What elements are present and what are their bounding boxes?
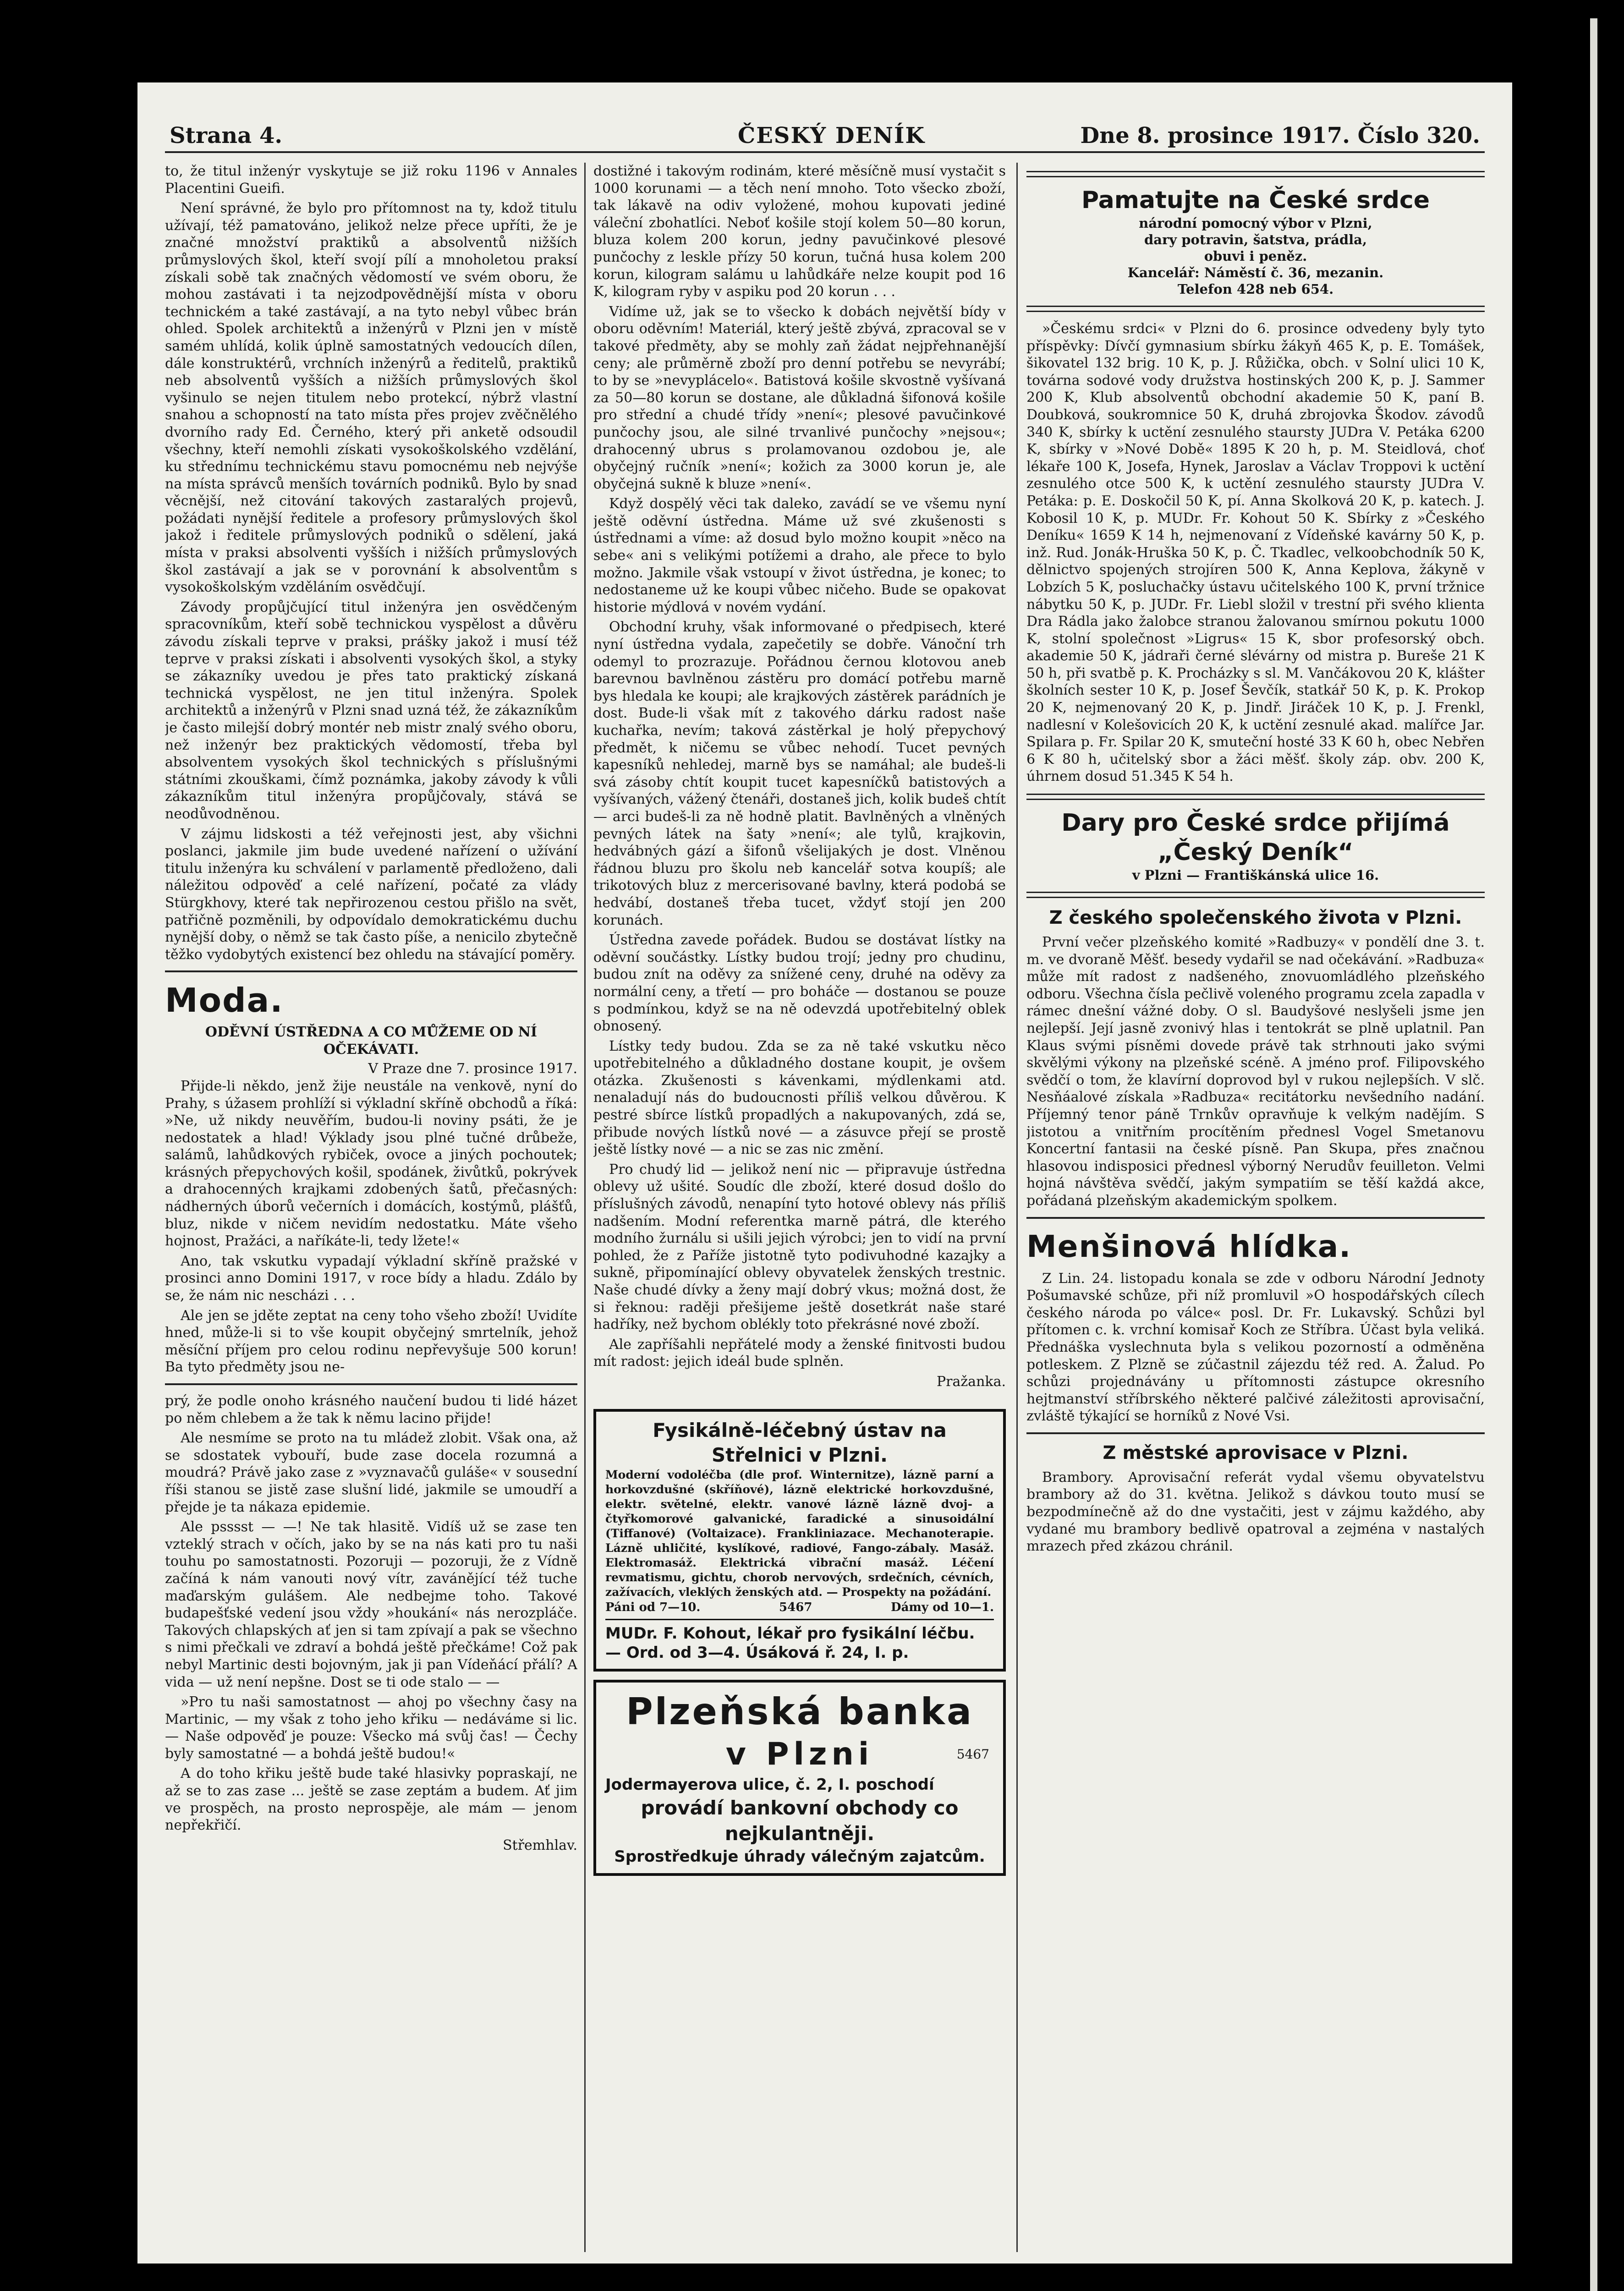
- column-rule-1: [584, 163, 586, 2252]
- paragraph: »Českému srdci« v Plzni do 6. prosince odvedeny byly tyto příspěvky: Dívčí gymnasium sbírku žákyň 465 K, p. E. Tomášek, šikovatel 132 brig. 10 K, p. J. Růžička, obch. v Solní ulici 10 K, továrna sodové vody družstva hostinských 200 K, p. J. Sammer 200 K, Klub absolventů obchodní akademie 50 K, paní B. Doubková, soukromnice 50 K, druhá zbrojovka Škodov. závodů 340 K, sbírky k uctění zesnulého staursty JUDra V. Petáka 6200 K, sbírky v »Nové Době« 1895 K 20 h, p. M. Steidlová, choť lékaře 100 K, Josefa, Hynek, Jaroslav a Václav Troppovi k uctění zesnulého otce 500 K, k uctění zesnulého staursty JUDra V. Petáka: p. E. Doskočil 50 K, pí. Anna Skolková 20 K, p. katech. J. Kobosil 10 K, p. MUDr. Fr. Kohout 50 K. Sbírky z »Českého Deníku« 1659 K 14 h, nejmenovaní z Vídeňské kavárny 50 K, p. inž. Rud. Jonák-Hruška 50 K, p. Č. Tkadlec, velkoobchodník 50 K, dělnictvo spojených strojíren 500 K, Anna Keplova, žákyně v Lobzích 5 K, posluchačky ústavu učitelského 100 K, první tržnice nábytku 50 K, p. JUDr. Fr. Liebl složil v trestní při svého klienta Dra Rádla jako žalobce stranou žalovanou smírnou pokutu 1000 K, stolní společnost »Ligrus« 15 K, sbor profesorský obch. akademie 50 K, jádraři černé slévárny od mistra p. Bureše 21 K 50 h, při svatbě p. K. Procházky s sl. M. Vančákovou 20 K, klášter školních sester 10 K, p. Josef Ševčík, statkář 50 K, p. K. Prokop 20 K, nejmenovaný 20 K, p. Jindř. Jiráček 10 K, p. J. Frenkl, nadlesní v Kolešovicích 20 K, k uctění zesnulé akad. malířce Jar. Spilara p. Fr. Spilar 20 K, smuteční hosté 33 K 60 h, obec Nebřen 6 K 80 h, učitelský sbor a žáci měšť. školy záp. obv. 200 K, úhrnem dosud 51.345 K 54 h.: [1026, 321, 1485, 785]
- ad-body: Moderní vodoléčba (dle prof. Winternitze), lázně parní a horkovzdušné (skříňové), lázně elektrické horkovzdušné, elektr. světelné, elektr. vanové lázně lázně dvoj- a čtyřkomorové galvanické, faradické a sinusoidální (Tiffanové) (Voltaizace). Frankliniazace. Mechanoterapie. Lázně uhličité, kyslíkové, radiové, Fango-zábaly. Masáž. Elektromasáž. Elektrická vibrační masáž. Léčení revmatismu, gichtu, chorob nervových, srdečních, cévních, zažívacích, vleklých ženských atd. — Prospekty na požádání.: [605, 1468, 994, 1599]
- divider: [1026, 794, 1485, 800]
- section-heading-minority: Menšinová hlídka.: [1026, 1228, 1352, 1264]
- divider: [1026, 1432, 1485, 1434]
- ad-hours: Páni od 7—10. 5467 Dámy od 10—1.: [605, 1600, 994, 1614]
- paragraph: Ale jen se jděte zeptat na ceny toho všeho zboží! Uvidíte hned, může-li si to vše koupit obyčejný smrtelník, jehož měsíční příjem pro celou rodinu nepřevyšuje 500 korun! Ba tyto předměty jsou ne-: [165, 1307, 577, 1376]
- page-number: Strana 4.: [170, 123, 283, 148]
- paragraph: První večer plzeňského komité »Radbuzy« v pondělí dne 3. t. m. ve dvoraně Měšť. besedy vydařil se nad očekávání. »Radbuza« může mít radost z nadšeného, znovuomládlého plzeňského odboru. Všechna čísla pečlivě voleného programu zcela zapadla v rámec dnešní vážné doby. O sl. Baudyšové neslyšeli jsme jen nejlepší. Její jasně zvonivý hlas i tentokrát se plně uplatnil. Pan Klaus svými písněmi dovede právě tak strhnouti jako svými skvělými výkony na plzeňské scéně. A jméno prof. Filipovského svědčí o tom, že klavírní doprovod byl v rukou nejlepších. V slč. Nesňáalové získala »Radbuza« recitátorku nevšedního nadání. Příjemný tenor páně Trnkův opravňuje k velkým nadějím. S jistotou a vnitřním procítěním přednesl Vogel Smetanovu Koncertní fantasii na české písně. Pan Skupa, přes značnou hlasovou indisposici přednesl výborný Nerudův feuilleton. Velmi hojná návštěva svědčí, jakým sympatiím se těší každá akce, pořádaná plzeňským akademickým spolkem.: [1026, 934, 1485, 1209]
- section-heading-moda: Moda.: [165, 981, 284, 1020]
- bank-name: Plzeňská banka: [626, 1690, 973, 1733]
- notice-line: národní pomocný výbor v Plzni,: [1139, 215, 1372, 231]
- notice-line: Kancelář: Náměstí č. 36, mezanin.: [1127, 265, 1384, 280]
- notice-line: dary potravin, šatstva, prádla,: [1144, 232, 1367, 247]
- article-signature: Pražanka.: [936, 1373, 1006, 1390]
- dateline: V Praze dne 7. prosince 1917.: [368, 1061, 577, 1077]
- article-title: ODĚVNÍ ÚSTŘEDNA A CO MŮŽEME OD NÍ OČEKÁVATI.: [205, 1024, 538, 1058]
- paragraph: Lístky tedy budou. Zda se za ně také vskutku něco upotřebitelného a důkladného dostane koupit, je ovšem otázka. Zkušenosti s kávenkami, mýdlenkami atd. nenaladují nás do budoucnosti příliš velkou důvěrou. K pestré sbírce lístků propadlých a nakupovaných, zdá se, přibude nových lístků nové — a zásuvce přejí se prostě ještě lístky nové — a nic se zas nic změní.: [593, 1038, 1006, 1158]
- notice-line: v Plzni — Františkánská ulice 16.: [1132, 867, 1379, 883]
- advertisement-physiotherapy: [593, 1409, 1006, 1672]
- divider: [165, 1383, 577, 1385]
- column-3: [1026, 163, 1485, 2252]
- paragraph: Obchodní kruhy, však informované o předpisech, které nyní ústředna vydala, zapečetily se dobře. Vánoční trh odemyl to prozrazuje. Pořádnou černou klotovou aneb barevnou bavlněnou zástěru pro domácí potřebu marně bys hledala ke koupi; ale krajkových zástěrek parádních je dost. Bude-li však mít z takového dárku radost naše kuchařka, nevím; taková zástěrkal je holý přepychový předmět, k ničemu se vůbec nehodí. Tucet pevných kapesníků nehledej, marně bys se namáhal; ale budeš-li svá zásoby chtít koupit tucet kapesníčků batistových a vyšívaných, vážený čtenáři, dostaneš jich, kolik budeš chtít — arci budeš-li za ně hodně platit. Bavlněných a vlněných pevných látek na šaty »není«; ale tylů, krajkovin, hedvábných gází a šifonů všelijakých je dost. Vlněnou řádnou bluzu pro školu neb kancelář sotva koupíš; ale trikotových bluz z mercerisované bavlny, která podobá se hedvábí, dostaneš třeba tucet, vždyť stojí jen 200 korunách.: [593, 619, 1006, 928]
- paragraph: Přijde-li někdo, jenž žije neustále na venkově, nyní do Prahy, s úžasem prohlíží si výkladní skříně obchodů a říká: »Ne, už nikdy neuvěřím, budou-li noviny psáti, že je nedostatek a hlad! Výklady jsou plné tučné drůbeže, salámů, lahůdkových rybiček, ovoce a jiných pochoutek; krásných přepychových košil, spodánek, živůtků, pokrývek a drahocenných krajkami zdobených šatů, přečasných: nádherných úborů večerních i domácích, kostýmů, plášťů, bluz, nikde v ničem nevidím nedostatku. Máte všeho hojnost, Pražáci, a naříkáte-li, tedy lžete!«: [165, 1078, 577, 1250]
- bank-service: provádí bankovní obchody co nejkulantněji.: [641, 1796, 959, 1845]
- newspaper-page: [137, 82, 1512, 2264]
- paragraph: Není správné, že bylo pro přítomnost na ty, kdož titulu užívají, též pamatováno, jelikož nelze přece upříti, že je značné množství praktiků a absolventů nižších průmyslových škol, kteří svojí pílí a mnoholetou praksí získali sobě tak značných vědomostí ve svém oboru, že mohou zastávati i ta nejzodpovědnější místa v oboru technickém a také zastávají, a na tyto nebyl vůbec brán ohled. Spolek architektů a inženýrů v Plzni jen v místě samém uhlídá, kolik úplně samostatných vedoucích dílen, dále konstruktérů, vrchních inženýrů a ředitelů, praktiků neb absolventů vyšších a nižších průmyslových škol vyšinulo se nejen titulem nebo protekcí, nýbrž vlastní snahou a schopností na tato místa přes projev zvěčnělého dvorního rady Ed. Černého, který při anketě odsoudil všechny, kteří nemohli získati vysokoškolského vzdělání, ku střednímu technickému stavu pomocnému neb nejvýše na místa správců menších továrních podniků. Bylo by snad věcnější, než citování takových zastaralých projevů, požádati nynější ředitele a profesory průmyslových škol jakož i ředitele průmyslových podniků o sdělení, jaká místa v praksi absolventi vyšších i nižších průmyslových škol zastávají a jak se v porovnání k absolventům s vysokoškolským vzděláním osvědčují.: [165, 200, 577, 596]
- column-rule-2: [1016, 163, 1018, 2252]
- scan-margin-right: [1512, 0, 1624, 2291]
- paragraph: Ale psssst — —! Ne tak hlasitě. Vidíš už se zase ten vzteklý strach v očích, jako by se na nás kati pro tu naši touhu po samostatnosti. Pozoruji — pozoruji, že z Vídně začíná k nám vanouti nový vítr, zavánějící též tuche maďarským gulášem. Ale nedbejme toho. Takové budapešťské vedení jsou vždy »houkání« nás nerozpláče. Takových chlapských ať jen si tam zpívají a pak se všechno s nimi přečkali ve zdraví a bohdá ještě přečkáme! Což pak nebyl Martinic desti bojovným, jak ji pan Vídeňácí přálí? A vida — už není nepšne. Dost se ti ode stalo — —: [165, 1519, 577, 1690]
- paragraph: Ale nesmíme se proto na tu mládež zlobit. Však ona, až se sdostatek vybouří, bude zase docela rozumná a moudrá? Právě jako zase z »vyznavačů guláše« v sousední říši stanou se jistě zase slušní lidé, jakmile se umoudří a přejde je ta nákaza epidemie.: [165, 1430, 577, 1515]
- notice-title: Pamatujte na České srdce: [1081, 186, 1430, 214]
- column-1: [165, 163, 577, 2252]
- paragraph: dostižné i takovým rodinám, které měsíčně musí vystačit s 1000 korunami — a těch není mnoho. Toto všecko zboží, tak lákavě na odiv vyložené, mohou kupovati jediné váleční zbohatlíci. Neboť košile stojí kolem 50—80 korun, bluza kolem 200 korun, jedny pavučinkové plesové punčochy z leskle přízy 50 korun, tučná husa kolem 200 korun, kilogram salámu u lahůdkáře nelze koupit pod 16 K, kilogram ryby v aspiku pod 20 korun . . .: [593, 163, 1006, 300]
- paragraph: Brambory. Aprovisační referát vydal všemu obyvatelstvu brambory až do 31. května. Jelikož s dávkou touto musí se bezpodmínečně až do dne vystačiti, jest v zájmu každého, aby vydané mu brambory bedlivě opatroval a zejména v nastalých mrazech před zkázou chránil.: [1026, 1469, 1485, 1555]
- bank-address: Jodermayerova ulice, č. 2, I. poschodí: [605, 1775, 934, 1794]
- divider: [1026, 892, 1485, 898]
- paragraph: Když dospělý věci tak daleko, zavádí se ve všemu nyní ještě oděvní ústředna. Máme už své zkušenosti s ústřednami a víme: až dosud bylo možno koupit »něco na sebe« ani s velikými potížemi a draho, ale přece to bylo možno. Jakmile však vstoupí v život ústředna, je konec; to nedostaneme už ke koupi vůbec ničeho. Bude se opakovat historie mýdlová v novém vydání.: [593, 496, 1006, 615]
- paragraph: »Pro tu naši samostatnost — ahoj po všechny časy na Martinic, — my však z toho jeho křiku — nedáváme si lic. — Naše odpověď je pouze: Všecko má svůj čas! — Čechy byly samostatné — a bohdá ještě budou!«: [165, 1694, 577, 1762]
- paragraph: prý, že podle onoho krásného naučení budou ti lidé házet po něm chlebem a že tak k němu lacino přijde!: [165, 1393, 577, 1426]
- notice-line: obuvi i peněz.: [1204, 248, 1307, 264]
- issue-date: Dne 8. prosince 1917. Číslo 320.: [1080, 123, 1480, 148]
- paragraph: to, že titul inženýr vyskytuje se již roku 1196 v Annales Placentini Gueifi.: [165, 163, 577, 197]
- paragraph: Vidíme už, jak se to všecko k dobách největší bídy v oboru oděvním! Materiál, který ještě zbývá, zpracoval se v takové předměty, aby se mohly zaň žádat nejpřehnanější ceny; ale průměrně zboží pro denní potřebu se nevyrábí; to by se »nevyplácelo«. Batistová košile skvostně vyšívaná za 50—80 korun se dostane, ale důkladná šifonová košile pro střední a chudé třídy »není«; plesové pavučinkové punčochy jsou, ale silné trvanlivé punčochy »nejsou«; drahocenný ubrus s prolamovanou ozdobou je, ale obyčejný ručník »není«; kožich za 3000 korun je, ale obyčejná sukně k bluze »není«.: [593, 303, 1006, 492]
- masthead-title: ČESKÝ DENÍK: [738, 123, 926, 148]
- divider: [1026, 306, 1485, 312]
- paragraph: Pro chudý lid — jelikož není nic — připravuje ústředna oblevy už ušité. Soudíc dle zboží, které dosud došlo do příslušných závodů, nenapíní tyto hotové oblevy nás příliš nadšením. Modní referentka marně pátrá, dle kterého modního žurnálu si ušili jejich výrobci; jen to vidí na první pohled, že z Paříže jistotně tyto podivuhodné kazajky a sukně, připomínající oblevy obyvatelek ženských trestnic. Naše chudé dívky a ženy mají dobrý vkus; možná dost, že si řeknou: raději přešijeme ještě dosetkrát naše staré hadříky, než bychom oblékly toto překrásné nové zboží.: [593, 1161, 1006, 1333]
- article-signature: Střemhlav.: [503, 1837, 577, 1853]
- divider: [1026, 1217, 1485, 1219]
- paragraph: Ale zapříšahli nepřátelé mody a ženské finitvosti budou mít radost: jejich ideál bude splněn.: [593, 1336, 1006, 1370]
- ad-doctor: MUDr. F. Kohout, lékař pro fysikální léčbu. — Ord. od 3—4. Úsáková ř. 24, I. p.: [605, 1619, 994, 1662]
- page-header: [165, 115, 1485, 153]
- ad-title: Fysikálně-léčebný ústav na Střelnici v Plzni.: [653, 1419, 947, 1466]
- bank-extra: Sprostředkuje úhrady válečným zajatcům.: [614, 1847, 985, 1866]
- paragraph: Ano, tak vskutku vypadají výkladní skříně pražské v prosinci anno Domini 1917, v roce bídy a hladu. Zdálo by se, že nám nic nescházi . . .: [165, 1253, 577, 1304]
- ad-number: 5467: [956, 1746, 989, 1762]
- paragraph: A do toho křiku ještě bude také hlasivky popraskají, ne až se to zas zase ... ještě se zase zeptám a budem. Ať jim ve prospěch, na prosto neprospěje, ale mám — jenom nepřekřičí.: [165, 1765, 577, 1834]
- paragraph: Závody propůjčující titul inženýra jen osvědčeným spracovníkům, kteří sobě technickou vyspělost a důvěru závodu získali teprve v praksi, prášky jakož i musí též teprve v praksi získati i absolventi vysokých škol, a styky se zákazníky uvedou je přes tato praktický získaná technická vyspělost, ne jen titul inženýra. Spolek architektů a inženýrů v Plzni snad uzná též, že zákazníkům je často milejší dobrý montér neb mistr znalý svého oboru, než inženýr bez praktických vědomostí, třeba byl absolventem vysokých škol technických s příslušnými státními zkouškami, čímž poznámka, jakoby závody k vůli zákazníkům titul inženýra propůjčovaly, stává se neodůvodněnou.: [165, 599, 577, 822]
- paragraph: Ústředna zavede pořádek. Budou se dostávat lístky na oděvní součástky. Lístky budou trojí; jedny pro chudinu, budou znít na oděvy za snížené ceny, druhé na oděvy za normální ceny, a třetí — pro boháče — dostanou se pouze s podmínkou, když se na ně odevzdá upotřebitelný oblek obnosený.: [593, 932, 1006, 1035]
- notice-title: Dary pro České srdce přijímá „Český Deník“: [1061, 809, 1450, 866]
- bank-city: v Plzni: [725, 1736, 874, 1772]
- column-2: [593, 163, 1006, 2252]
- paragraph: Z Lin. 24. listopadu konala se zde v odboru Národní Jednoty Pošumavské schůze, při níž promluvil »O hospodářských cílech českého národa po válce« posl. Dr. Fr. Lukavský. Schůzi byl přítomen c. k. vrchní komisař Koch ze Stříbra. Účast byla veliká. Přednáška vyslechnuta byla s velikou pozorností a odměněna potleskem. Z Plzně se zúčastnil zájezdu též red. A. Žalud. Po schůzi projednávány u přítomnosti zástupce okresního hejtmanství stříbrského některé palčivé záležitosti aprovisační, zvláště týkající se horníků z Nové Vsi.: [1026, 1270, 1485, 1425]
- divider: [1026, 171, 1485, 177]
- adjacent-page-edge: [1590, 18, 1597, 2291]
- divider: [165, 970, 577, 972]
- section-heading-aprovisace: Z městské aprovisace v Plzni.: [1103, 1442, 1409, 1463]
- notice-dary: [1026, 808, 1485, 883]
- section-heading-social: Z českého společenského života v Plzni.: [1049, 907, 1462, 929]
- scan-margin-left: [0, 0, 137, 2291]
- paragraph: V zájmu lidskosti a též veřejnosti jest, aby všichni poslanci, jakmile jim bude uvedené nařízení o užívání titulu inženýra ku schválení v parlamentě předloženo, dali náležitou odpověď a celé nařízení, počaté za vlády Stürgkhovy, které tak nepřirozenou cestou přišlo na svět, patřičně pozměnili, by odpovídalo demokratickému duchu nynější doby, o němž se tak často píše, a nenicilo zbytečně těžko vydobytých existencí bez ohledu na stávající poměry.: [165, 826, 577, 963]
- notice-line: Telefon 428 neb 654.: [1177, 281, 1334, 297]
- notice-ceske-srdce: [1026, 186, 1485, 297]
- advertisement-bank: [593, 1680, 1006, 1876]
